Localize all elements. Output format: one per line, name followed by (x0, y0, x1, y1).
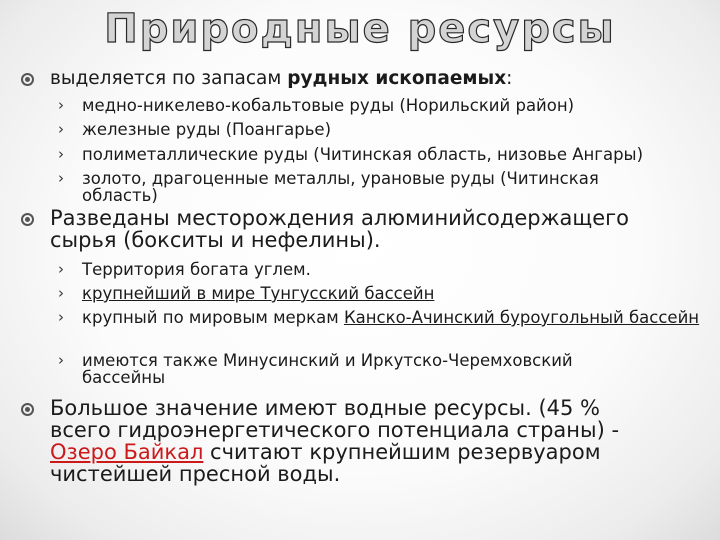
list-item: Территория богата углем. (82, 260, 311, 279)
section-2-intro: Разведаны месторождения алюминийсодержащего сырья (бокситы и нефелины). (50, 206, 629, 252)
list-item: железные руды (Поангарье) (82, 120, 332, 139)
list-item (82, 309, 702, 326)
section-1-intro-bold: рудных ископаемых (287, 68, 507, 89)
chevron-right-icon: › (58, 308, 64, 326)
kansk-achinsk-basin-link[interactable]: Канско-Ачинский буроугольный бассейн (343, 308, 700, 327)
list-item-text: крупный по мировым меркам (82, 308, 344, 327)
list-item: медно-никелево-кобальтовые руды (Норильский район) (82, 96, 575, 115)
list-item: золото, драгоценные металлы, урановые руды (Читинская область) (82, 169, 599, 205)
bullet-icon (21, 213, 34, 226)
baikal-link[interactable]: Озеро Байкал (50, 440, 204, 464)
chevron-right-icon: › (58, 145, 64, 163)
section-3-text (50, 397, 660, 485)
section-3-text-a: Большое значение имеют водные ресурсы. (45 % всего гидроэнергетического потенциала страны) - (50, 396, 620, 442)
chevron-right-icon: › (58, 96, 64, 114)
tunguska-basin-link[interactable]: крупнейший в мире Тунгусский бассейн (82, 284, 435, 303)
slide-title: Природные ресурсы (104, 6, 616, 52)
section-1-intro-end: : (506, 68, 513, 89)
chevron-right-icon: › (58, 120, 64, 138)
list-item: полиметаллические руды (Читинская область, низовье Ангары) (82, 145, 644, 164)
section-3-text-b: считают крупнейшим резервуаром чистейшей пресной воды. (50, 440, 601, 486)
chevron-right-icon: › (58, 284, 64, 302)
chevron-right-icon: › (58, 169, 64, 187)
list-item: имеются также Минусинский и Иркутско-Черемховский бассейны (82, 351, 573, 387)
bullet-icon (21, 403, 34, 416)
chevron-right-icon: › (58, 351, 64, 369)
section-1-intro (50, 68, 710, 90)
bullet-icon (21, 73, 34, 86)
section-1-intro-text: выделяется по запасам (50, 68, 288, 89)
chevron-right-icon: › (58, 260, 64, 278)
